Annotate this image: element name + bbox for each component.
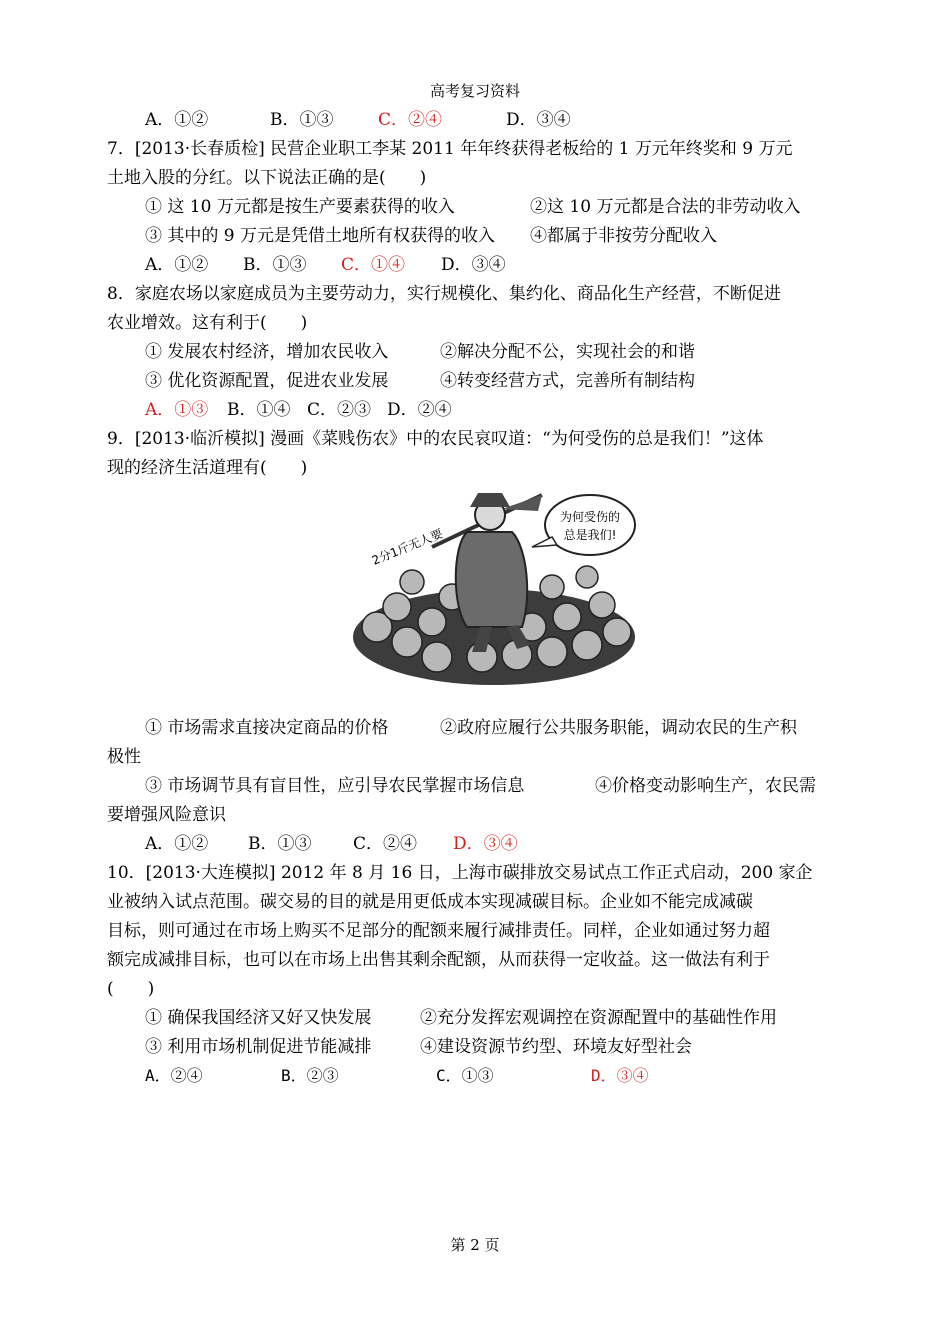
speech-bubble — [545, 495, 635, 555]
q6-options — [145, 108, 571, 132]
q7-statement-4: ④都属于非按劳分配收入 — [530, 226, 717, 246]
q8-statement-1: ① 发展农村经济，增加农民收入 — [145, 342, 389, 362]
q10-statement-1: ① 确保我国经济又好又快发展 — [145, 1008, 372, 1028]
q8-options — [145, 398, 452, 422]
q9-options — [145, 832, 518, 856]
q9-statement-2-cont: 极性 — [107, 747, 141, 767]
q7-statement-3: ③ 其中的 9 万元是凭借土地所有权获得的收入 — [145, 226, 496, 246]
q10-option-b: B．②③ — [281, 1066, 339, 1085]
q9-statement-3: ③ 市场调节具有盲目性，应引导农民掌握市场信息 — [145, 776, 525, 796]
q9-statements-1-2 — [145, 716, 797, 740]
q10-statement-2: ②充分发挥宏观调控在资源配置中的基础性作用 — [420, 1008, 777, 1028]
q7-option-a: A．①② — [145, 255, 209, 275]
cartoon-illustration — [352, 487, 637, 687]
q7-statement-2: ②这 10 万元都是合法的非劳动收入 — [530, 197, 801, 217]
q9-option-a: A．①② — [145, 834, 209, 854]
q7-stem-line2: 土地入股的分红。以下说法正确的是( ) — [107, 168, 427, 188]
q8-statement-4: ④转变经营方式，完善所有制结构 — [440, 371, 695, 391]
cartoon-sign-text: 2分1斤无人要 — [369, 526, 445, 568]
q8-option-a: A．①③ — [145, 400, 209, 420]
q10-option-a: A．②④ — [145, 1066, 203, 1085]
q9-statement-4: ④价格变动影响生产，农民需 — [595, 776, 816, 796]
q10-statements-1-2 — [145, 1006, 777, 1030]
q9-option-d: D．③④ — [453, 834, 518, 854]
q8-statements-3-4 — [145, 369, 695, 393]
q10-stem-line5: ( ) — [107, 979, 155, 999]
q9-statement-4-cont: 要增强风险意识 — [107, 805, 226, 825]
q7-stem-line1: 7．[2013·长春质检] 民营企业职工李某 2011 年年终获得老板给的 1 万元年终奖和 9 万元 — [107, 139, 793, 159]
q9-statement-2: ②政府应履行公共服务职能，调动农民的生产积 — [440, 718, 797, 738]
q6-option-a: A．①② — [145, 110, 209, 130]
q7-option-b: B．①③ — [243, 255, 307, 275]
q7-statements-1-2 — [145, 195, 800, 219]
q10-stem-line4: 额完成减排目标，也可以在市场上出售其剩余配额，从而获得一定收益。这一做法有利于 — [107, 950, 770, 970]
q10-stem-line2: 业被纳入试点范围。碳交易的目的就是用更低成本实现减碳目标。企业如不能完成减碳 — [107, 892, 753, 912]
q9-option-c: C．②④ — [353, 834, 418, 854]
q10-statements-3-4 — [145, 1035, 692, 1059]
q9-stem-line2: 现的经济生活道理有( ) — [107, 458, 308, 478]
q8-option-d: D．②④ — [387, 400, 452, 420]
q10-stem-line3: 目标，则可通过在市场上购买不足部分的配额来履行减排责任。同样，企业如通过努力超 — [107, 921, 770, 941]
q10-option-c: C．①③ — [436, 1066, 494, 1085]
page-header: 高考复习资料 — [429, 82, 520, 100]
q8-statement-3: ③ 优化资源配置，促进农业发展 — [145, 371, 389, 391]
q10-options — [145, 1064, 649, 1088]
q8-statement-2: ②解决分配不公，实现社会的和谐 — [440, 342, 695, 362]
q7-options — [145, 253, 506, 277]
q6-option-d: D．③④ — [506, 110, 571, 130]
q7-option-d: D．③④ — [441, 255, 506, 275]
q10-statement-4: ④建设资源节约型、环境友好型社会 — [420, 1037, 692, 1057]
q9-statement-1: ① 市场需求直接决定商品的价格 — [145, 718, 389, 738]
q6-option-c: C．②④ — [378, 110, 443, 130]
q8-option-b: B．①④ — [227, 400, 291, 420]
q10-stem-line1: 10．[2013·大连模拟] 2012 年 8 月 16 日，上海市碳排放交易试点工作正式启动，200 家企 — [107, 863, 813, 883]
q8-stem-line1: 8．家庭农场以家庭成员为主要劳动力，实行规模化、集约化、商品化生产经营，不断促进 — [107, 284, 781, 304]
q7-option-c: C．①④ — [341, 255, 406, 275]
q9-statements-3-4 — [145, 774, 816, 798]
q8-stem-line2: 农业增效。这有利于( ) — [107, 313, 308, 333]
q10-statement-3: ③ 利用市场机制促进节能减排 — [145, 1037, 372, 1057]
bubble-text-line1: 为何受伤的 — [559, 510, 621, 524]
q9-stem-line1: 9．[2013·临沂模拟] 漫画《菜贱伤农》中的农民哀叹道：“为何受伤的总是我们！”这体 — [107, 429, 764, 449]
q9-option-b: B．①③ — [248, 834, 312, 854]
page-footer: 第 2 页 — [450, 1236, 500, 1254]
q8-statements-1-2 — [145, 340, 695, 364]
q7-statements-3-4 — [145, 224, 717, 248]
q10-option-d: D．③④ — [591, 1066, 649, 1085]
q6-option-b: B．①③ — [270, 110, 334, 130]
q8-option-c: C．②③ — [307, 400, 372, 420]
bubble-text-line2: 总是我们! — [563, 528, 617, 542]
q7-statement-1: ① 这 10 万元都是按生产要素获得的收入 — [145, 197, 455, 217]
